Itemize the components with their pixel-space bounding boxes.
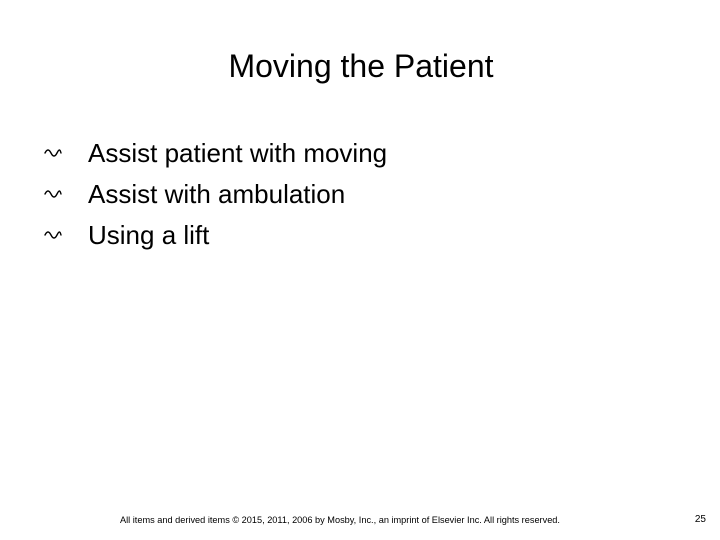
bullet-text: Using a lift: [88, 219, 210, 250]
wavy-bullet-icon: [44, 132, 88, 173]
bullet-text: Assist patient with moving: [88, 137, 388, 168]
bullet-item: [44, 173, 387, 214]
slide-footer: [0, 512, 720, 528]
wavy-bullet-icon: [44, 173, 88, 214]
page-number: 25: [694, 514, 706, 525]
copyright-notice: All items and derived items © 2015, 2011, 2006 by Mosby, Inc., an imprint of Elsevier Inc. All rights reserved.: [120, 515, 560, 525]
bullet-item: [44, 132, 387, 173]
bullet-list: [44, 132, 387, 255]
bullet-item: [44, 214, 387, 255]
bullet-text: Assist with ambulation: [88, 178, 346, 209]
wavy-bullet-icon: [44, 214, 88, 255]
slide-title: Moving the Patient: [228, 48, 494, 84]
